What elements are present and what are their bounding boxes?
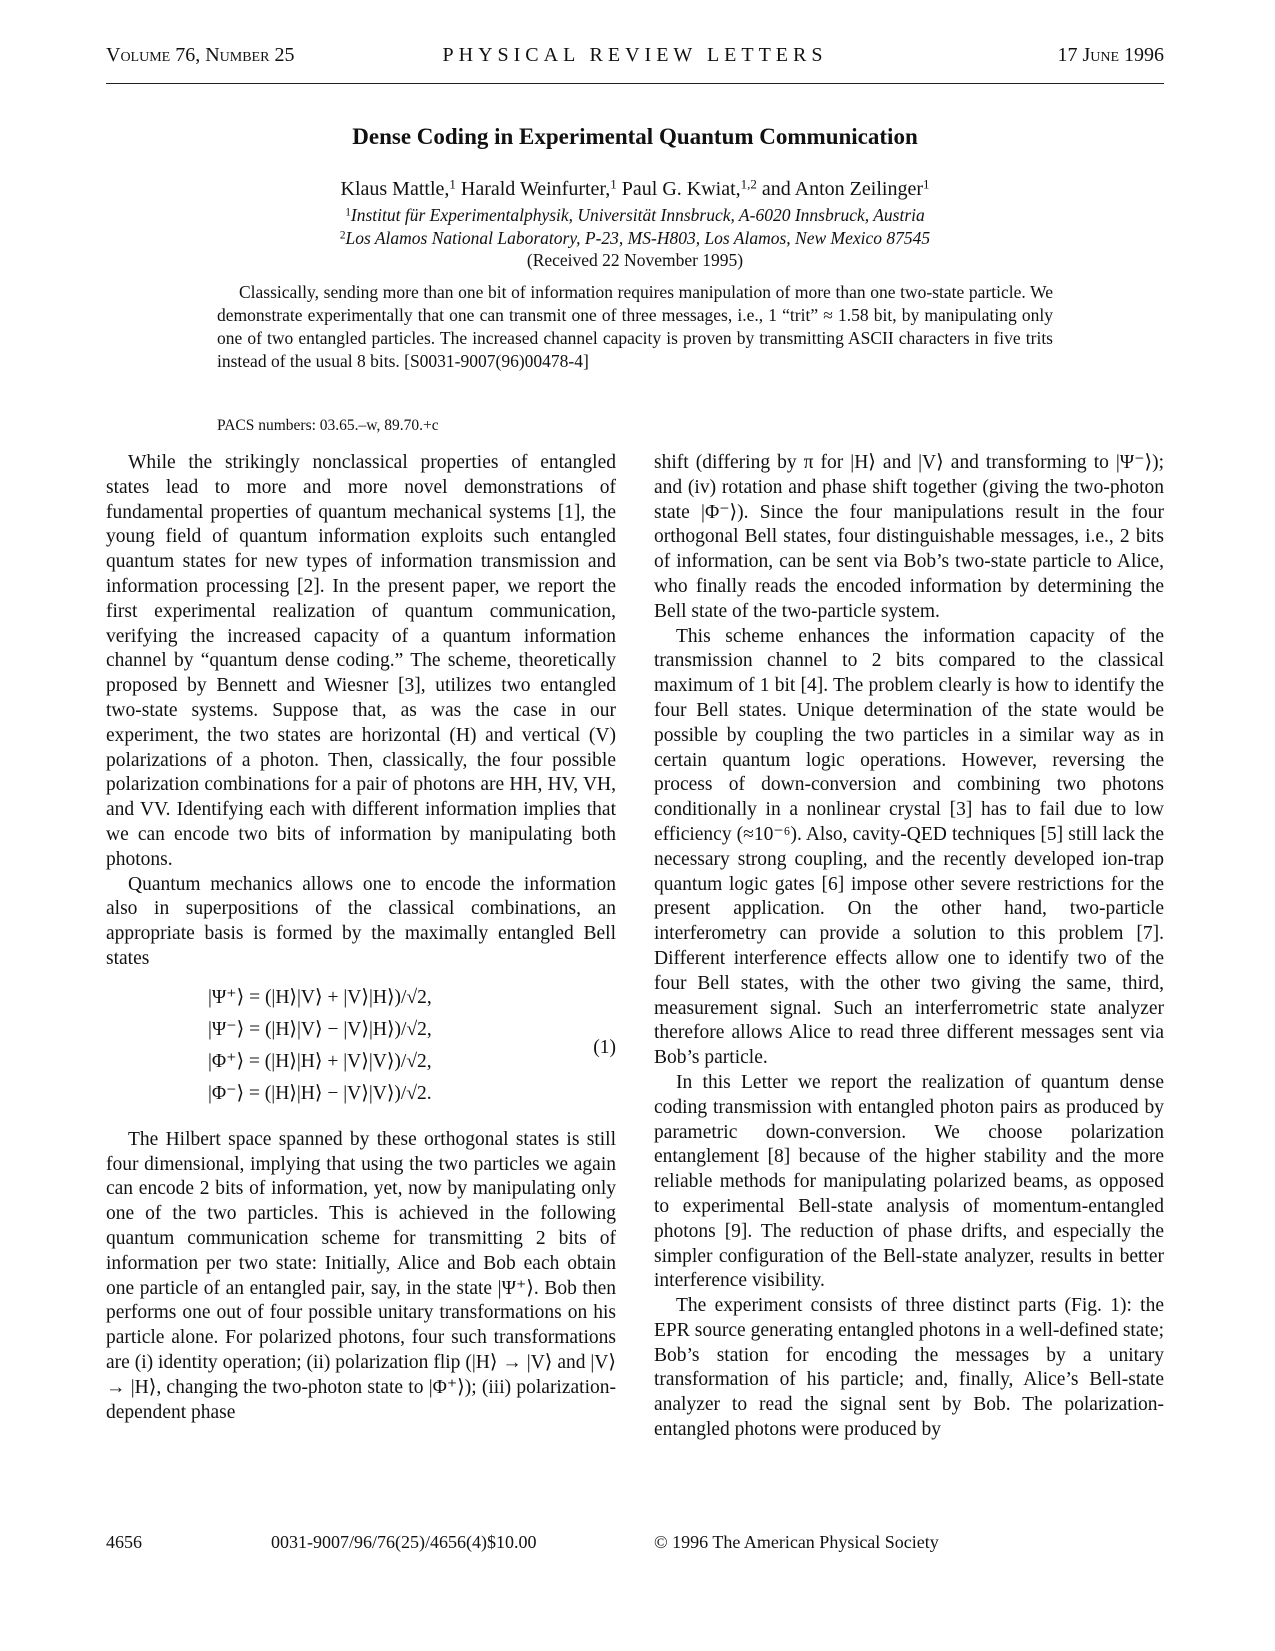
author-list [106, 178, 1164, 201]
running-header [106, 44, 1164, 74]
affiliation-mark: 1 [345, 206, 351, 219]
bell-state-equations [106, 986, 616, 1110]
equation-psi-minus: |Ψ⁻⟩ = (|H⟩|V⟩ − |V⟩|H⟩)/√2, [208, 1018, 432, 1040]
affiliation-text: Los Alamos National Laboratory, P-23, MS-H803, Los Alamos, New Mexico 87545 [345, 228, 931, 248]
equation-phi-minus: |Φ⁻⟩ = (|H⟩|H⟩ − |V⟩|V⟩)/√2. [208, 1082, 432, 1104]
author-name: Paul G. Kwiat, [616, 178, 741, 200]
body-column-left [106, 451, 616, 1425]
equation-number: (1) [593, 1036, 616, 1058]
paper-title: Dense Coding in Experimental Quantum Communication [352, 124, 918, 149]
author-affil-mark: 1 [922, 176, 930, 192]
author-name: Klaus Mattle, [340, 178, 450, 200]
paragraph: shift (differing by π for |H⟩ and |V⟩ and transforming to |Ψ⁻⟩); and (iv) rotation and phase shift together (giving the two-photon state |Φ⁻⟩). Since the four manipulations result in the four orthogonal Bell states, four distinguishable messages, i.e., 2 bits of information, can be sent via Bob’s two-state particle to Alice, who finally reads the encoded information by determining the Bell state of the two-particle system. [654, 452, 1164, 622]
paragraph: In this Letter we report the realization of quantum dense coding transmission with entangled photon pairs as produced by parametric down-conversion. We choose polarization entanglement [8] because of the higher stability and the more reliable methods for manipulating polarized beams, as opposed to experimental Bell-state analysis of momentum-entangled photons [9]. The reduction of phase drifts, and especially the simpler configuration of the Bell-state analyzer, results in better interference visibility. [654, 1071, 1164, 1292]
abstract [217, 281, 1053, 373]
affiliation-2 [106, 228, 1164, 249]
equation-phi-plus: |Φ⁺⟩ = (|H⟩|H⟩ + |V⟩|V⟩)/√2, [208, 1050, 432, 1072]
author-name: Harald Weinfurter, [455, 178, 611, 200]
paragraph: The Hilbert space spanned by these orthogonal states is still four dimensional, implying that using the two particles we again can encode 2 bits of information, yet, now by manipulating only one of the two particles. This is achieved in the following quantum communication scheme for transmitting 2 bits of information per two state: Initially, Alice and Bob each obtain one particle of an entangled pair, say, in the state |Ψ⁺⟩. Bob then performs one out of four possible unitary transformations on his particle alone. For polarized photons, four such transformations are (i) identity operation; (ii) polarization flip (|H⟩ → |V⟩ and |V⟩ → |H⟩, changing the two-photon state to |Φ⁺⟩); (iii) polarization-dependent phase [106, 1128, 616, 1423]
author-affil-mark: 1 [610, 176, 617, 192]
body-column-right [654, 451, 1164, 1443]
affiliation-text: Institut für Experimentalphysik, Universität Innsbruck, A-6020 Innsbruck, Austria [350, 205, 925, 225]
copyright-notice: © 1996 The American Physical Society [654, 1532, 939, 1552]
paragraph: While the strikingly nonclassical properties of entangled states lead to more and more novel demonstrations of fundamental properties of quantum mechanical systems [1], the young field of quantum information exploits such entangled quantum states for new types of information transmission and information processing [2]. In the present paper, we report the first experimental realization of quantum communication, verifying the increased capacity of a quantum information channel by “quantum dense coding.” The scheme, theoretically proposed by Bennett and Wiesner [3], utilizes two entangled two-state systems. Suppose that, as was the case in our experiment, the two states are horizontal (H) and vertical (V) polarizations of a photon. Then, classically, the four possible polarization combinations for a pair of photons are HH, HV, VH, and VV. Identifying each with different information implies that we can encode two bits of information by manipulating both photons. [106, 452, 616, 870]
author-affil-mark: 1,2 [740, 176, 757, 192]
volume-number: Volume 76, Number 25 [106, 44, 295, 66]
paragraph: The experiment consists of three distinct parts (Fig. 1): the EPR source generating entangled photons in a well-defined state; Bob’s station for encoding the messages by a unitary transformation of his particle; and, finally, Alice’s Bell-state analyzer to read the signal sent by Bob. The polarization-entangled photons were produced by [654, 1295, 1164, 1441]
received-date: (Received 22 November 1995) [526, 250, 744, 270]
pacs-numbers: PACS numbers: 03.65.–w, 89.70.+c [217, 417, 439, 434]
article-code: 0031-9007/96/76(25)/4656(4)$10.00 [271, 1532, 537, 1552]
page-number: 4656 [106, 1532, 142, 1552]
paragraph: This scheme enhances the information capacity of the transmission channel to 2 bits compared to the classical maximum of 1 bit [4]. The problem clearly is how to identify the four Bell states. Unique determination of the state would be possible by coupling the two particles in a similar way as in certain quantum logic operations. However, reversing the process of down-conversion and combining two photons conditionally in a nonlinear crystal [3] has to fail due to low efficiency (≈10⁻⁶). Also, cavity-QED techniques [5] still lack the necessary strong coupling, and the recently developed ion-trap quantum logic gates [6] impose other severe restrictions for the present application. On the other hand, two-particle interferometry can provide a solution to this problem [7]. Different interference effects allow one to identify two of the four Bell states, with the other two giving the same, third, measurement signal. Such an interferrometric state analyzer therefore allows Alice to read three different messages sent via Bob’s particle. [654, 625, 1164, 1069]
abstract-text: Classically, sending more than one bit of information requires manipulation of more than one two-state particle. We demonstrate experimentally that one can transmit one of three messages, i.e., 1 “trit” ≈ 1.58 bit, by manipulating only one of two entangled particles. The increased channel capacity is proven by transmitting ASCII characters in five trits instead of the usual 8 bits. [S0031-9007(96)00478-4] [217, 282, 1053, 371]
equation-psi-plus: |Ψ⁺⟩ = (|H⟩|V⟩ + |V⟩|H⟩)/√2, [208, 986, 432, 1008]
author-name: and Anton Zeilinger [756, 178, 923, 200]
author-affil-mark: 1 [449, 176, 456, 192]
issue-date: 17 June 1996 [1057, 44, 1164, 66]
header-rule [106, 83, 1164, 84]
affiliation-mark: 2 [339, 229, 346, 242]
paragraph: Quantum mechanics allows one to encode the information also in superpositions of the classical combinations, an appropriate basis is formed by the maximally entangled Bell states [106, 873, 616, 969]
affiliation-1 [106, 205, 1164, 226]
journal-name: PHYSICAL REVIEW LETTERS [442, 44, 828, 66]
